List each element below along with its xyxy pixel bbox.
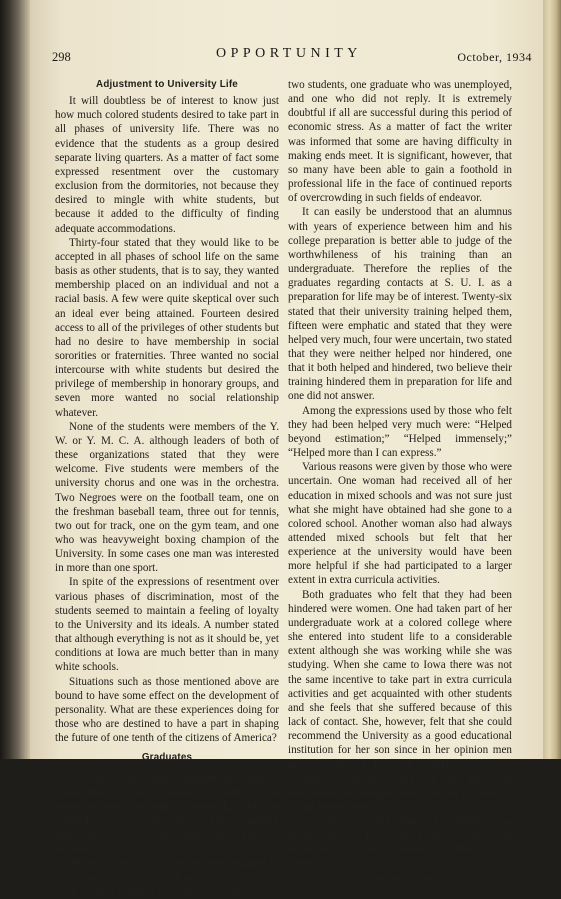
paragraph: None of the students were members of the Y. W. or Y. M. C. A. although leaders of both of these organizations stated that they were welcome. Five students were members of the university chorus and one was in the orchestra. Two Negroes were on the football team, one on the freshman baseball team, three out for tennis, two out for track, one on the gym team, and one who was heavyweight boxing champion of the University. In some cases one man was interested in more than one sport. [55, 420, 279, 575]
paragraph: Thirty-four stated that they would like to be accepted in all phases of school life on the same basis as other students, that is to say, they wanted membership placed on an individual and not a racial basis. A few were quite skeptical over such an ideal ever being attained. Fourteen desired access to all of the privileges of other students but had no desire to have membership in social sororities or fraternities. Three wanted no social intercourse with white students but desired the privilege of membership in honorary groups, and seven more wanted no social relationship whatever. [55, 236, 279, 419]
section-heading-adjustment: Adjustment to University Life [96, 79, 238, 90]
paragraph: In spite of the expressions of resentment over various phases of discrimination, most of the students seemed to maintain a feeling of loyalty to the University and its ideals. A number stated that although everything is not as it should be, yet conditions at Iowa are much better than in many white schools. [55, 576, 279, 674]
book-binding [0, 0, 30, 759]
paragraph: Various reasons were given by those who were uncertain. One woman had received all of her education in mixed schools and was not sure just what she might have obtained had she gone to a colored school. Another woman also had always attended mixed schools but felt that her experience at the university would have been more helpful if she had participated to a larger extent in extra curricula activities. [288, 461, 512, 587]
page-header [52, 46, 532, 68]
paragraph: It can easily be understood that an alumnus with years of experience between him and his college preparation is better able to judge of the worthwhileness of his training than an undergraduate. Therefore the replies of the graduates regarding contacts at S. U. I. as a preparation for life may be of interest. Twenty-six stated that their university training helped them, fifteen were emphatic and stated that they were helped very much, four were uncertain, two stated that they were neither helped nor hindered, one that it both helped and hindered, two believe their training hindered them in preparation for life and one did not answer. [288, 206, 512, 403]
paragraph: Both graduates who felt that they had been hindered were women. One had taken part of her undergraduate work at a colored college where she entered into student life to a considerable extent although she was working while she was studying. When she came to Iowa there was not the same incentive to take part in extra curricula activities and get acquainted with other students and she feels that she suffered because of this lack of contact. She, however, felt that she could recommend the University as a good educational institution for her son since in her opinion men are not affected by such experiences as are women. Furthermore, she felt the additional educational advantages would off-set the lack of social development. [288, 588, 512, 813]
continued-note: (Continued on Page 319) [358, 872, 456, 883]
left-column [55, 78, 279, 899]
paragraph: Situations such as those mentioned above are bound to have some effect on the development of personality. What are these experiences doing for those who are destined to have a part in shaping the future of one tenth of the citizens of America? [55, 675, 279, 745]
paragraph: Among the expressions used by those who felt they had been helped very much were: “Helped beyond estimation;” “Helped immensely;” “Helped more than I can express.” [288, 404, 512, 460]
issue-date: October, 1934 [457, 50, 532, 64]
paragraph: It will doubtless be of interest to know just how much colored students desired to take part in all phases of university life. There was no evidence that the students as a group desired separate living quarters. As a matter of fact some expressed resentment over the customary exclusion from the dormitories, not because they desired to mingle with white students, but because it added to the difficulty of finding adequate accommodations. [55, 95, 279, 235]
magazine-title: OPPORTUNITY [216, 46, 362, 61]
section-heading-graduates: Graduates [141, 752, 193, 764]
page-edge [543, 0, 561, 759]
paragraph: In reply to the question “Would you recommend S. U. I. as a good educational institution to your children or other young Negroes?” [288, 815, 512, 870]
paragraph: two students, one graduate who was unemployed, and one who did not reply. It is extremely doubtful if all are successful during this period of economic stress. As a matter of fact the writer was informed that some are having difficulty in making ends meet. It is significant, however, that so many have been able to gain a foothold in professional life in the face of continued reports of overcrowding in such fields of endeavor. [288, 79, 512, 205]
paragraph: All except ten of the alumni were engaged in some form of professional work. The ten who were not thus engaged included six housewives, [55, 857, 279, 898]
page-number: 298 [52, 50, 71, 64]
right-column [288, 78, 512, 885]
paragraph: In order to get more complete information, questionnaires were mailed to alumni and interviews were held with the result that fifty-one schedules were obtained. This number represented thirty-seven men and fourteen women. [55, 772, 279, 856]
